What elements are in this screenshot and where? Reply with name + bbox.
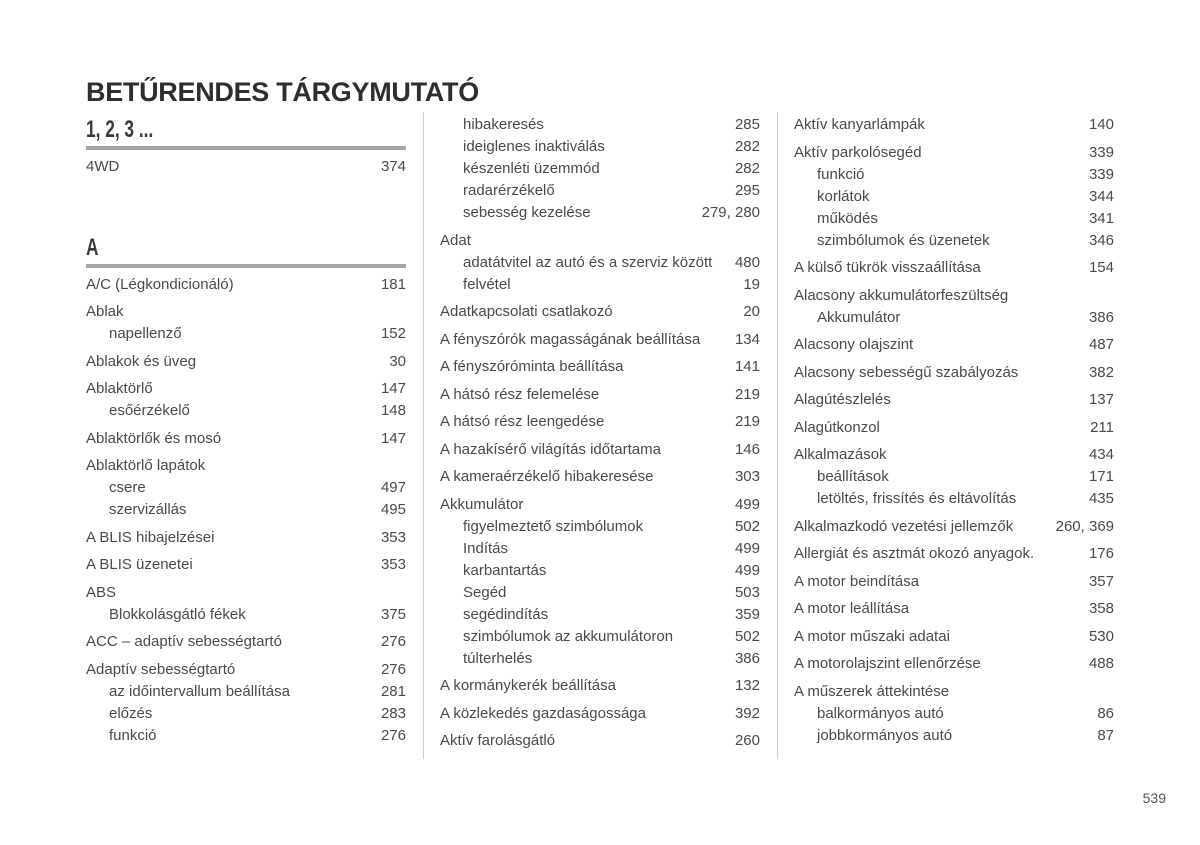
index-subentry: [440, 114, 760, 136]
entry-term: Aktív parkolósegéd: [794, 143, 922, 161]
entry-page: 276: [380, 660, 406, 678]
entry-term: Adatkapcsolati csatlakozó: [440, 303, 613, 320]
entry-term: Alacsony sebességű szabályozás: [794, 363, 1019, 381]
entry-page: 357: [1088, 572, 1114, 590]
entry-term: A fényszórók magasságának beállítása: [440, 330, 701, 348]
subentry-page: 281: [380, 682, 406, 700]
entry-term: Adaptív sebességtartó: [86, 660, 236, 678]
subentry-term: szervizállás: [109, 501, 187, 518]
subentry-page: 480: [734, 253, 760, 271]
entry-term: A hátsó rész leengedése: [440, 413, 605, 430]
subentry-page: 285: [734, 116, 760, 133]
entry-page: 147: [380, 429, 406, 447]
entry-term: A hátsó rész felemelése: [440, 385, 600, 403]
entry-term: 4WD: [86, 158, 120, 175]
column-divider: [423, 112, 424, 759]
entry-term: Akkumulátor: [440, 495, 524, 513]
index-subentry: [440, 648, 760, 670]
entry-page: 20: [743, 303, 760, 320]
entry-term: Ablaktörlő: [86, 380, 153, 397]
subentry-page: 341: [1088, 209, 1114, 227]
entry-page: 132: [734, 677, 760, 694]
index-entry-main: [794, 653, 1114, 675]
index-subentry: [440, 516, 760, 538]
index-entry-main: [86, 631, 406, 653]
index-subentry: [440, 560, 760, 582]
subentry-page: 386: [1088, 308, 1114, 326]
subentry-page: 499: [734, 539, 760, 557]
entry-term: Alkalmazások: [794, 446, 887, 463]
subentry-term: adatátvitel az autó és a szerviz között: [463, 253, 713, 271]
index-entry: [440, 356, 760, 378]
subentry-term: figyelmeztető szimbólumok: [463, 517, 644, 535]
section-header: A: [86, 233, 99, 261]
section-rule: [86, 146, 406, 150]
index-entry-main: [86, 274, 406, 296]
subentry-term: Indítás: [463, 539, 509, 557]
index-entry: [86, 428, 406, 450]
subentry-term: szimbólumok az akkumulátoron: [463, 627, 674, 645]
subentry-term: sebesség kezelése: [463, 204, 591, 221]
index-subentry: [794, 186, 1114, 208]
subentry-term: letöltés, frissítés és eltávolítás: [817, 490, 1017, 507]
index-subentry: [86, 703, 406, 725]
subentry-page: 279, 280: [701, 204, 760, 221]
index-entry-main: [794, 571, 1114, 593]
index-entry: [86, 659, 406, 747]
entry-page: 146: [734, 440, 760, 458]
index-entry: [794, 417, 1114, 439]
entry-term: ABS: [86, 583, 117, 601]
subentry-page: 497: [380, 479, 406, 496]
entry-term: A külső tükrök visszaállítása: [794, 259, 981, 276]
index-entry: [794, 142, 1114, 252]
index-entry: [86, 582, 406, 626]
index-entry-main: [86, 351, 406, 373]
index-entry: [86, 301, 406, 345]
subentry-term: korlátok: [817, 187, 870, 205]
entry-page: 353: [380, 528, 406, 546]
subentry-page: 87: [1097, 726, 1114, 744]
section-gap: [86, 184, 406, 232]
index-entry-main: [794, 362, 1114, 384]
subentry-term: funkció: [817, 165, 865, 183]
subentry-term: készenléti üzemmód: [463, 160, 600, 177]
subentry-term: működés: [817, 209, 878, 227]
index-column-1: [86, 114, 406, 752]
index-entry: [794, 362, 1114, 384]
index-subentry: [440, 274, 760, 296]
index-entry-main: [86, 156, 406, 178]
subentry-page: 339: [1088, 165, 1114, 183]
subentry-page: 346: [1088, 231, 1114, 249]
index-subentry: [794, 230, 1114, 252]
index-entry: [86, 631, 406, 653]
subentry-term: felvétel: [463, 275, 511, 293]
subentry-term: szimbólumok és üzenetek: [817, 231, 990, 249]
entry-term: Alkalmazkodó vezetési jellemzők: [794, 517, 1014, 535]
index-entry: [86, 455, 406, 521]
entry-page: 339: [1088, 143, 1114, 161]
index-subentry: [794, 164, 1114, 186]
index-entry: [86, 527, 406, 549]
index-subentry: [86, 604, 406, 626]
subentry-page: 19: [743, 275, 760, 293]
entry-page: 176: [1088, 545, 1114, 562]
index-entry-main: [440, 439, 760, 461]
subentry-term: karbantartás: [463, 561, 547, 579]
entry-term: A motor műszaki adatai: [794, 627, 950, 645]
index-entry: [440, 230, 760, 296]
index-subentry: [440, 252, 760, 274]
entry-term: A/C (Légkondicionáló): [86, 275, 234, 293]
entry-term: Allergiát és asztmát okozó anyagok.: [794, 545, 1035, 562]
subentry-page: 283: [380, 704, 406, 722]
entry-term: Alacsony olajszint: [794, 336, 914, 353]
subentry-page: 344: [1088, 187, 1114, 205]
index-subentry: [86, 681, 406, 703]
subentry-page: 435: [1088, 490, 1114, 507]
entry-page: 134: [734, 330, 760, 348]
subentry-term: az időintervallum beállítása: [109, 682, 290, 700]
index-entry: [440, 675, 760, 697]
index-subentry: [86, 400, 406, 422]
subentry-page: 359: [734, 605, 760, 623]
index-entry: [86, 378, 406, 422]
entry-page: 392: [734, 704, 760, 722]
subentry-term: Segéd: [463, 583, 507, 601]
subentry-term: napellenző: [109, 325, 182, 342]
entry-term: A kormánykerék beállítása: [440, 677, 616, 694]
index-column-3: [794, 114, 1114, 752]
entry-term: A közlekedés gazdaságossága: [440, 704, 646, 722]
entry-page: 488: [1088, 655, 1114, 672]
index-entry: [440, 494, 760, 670]
entry-page: 353: [380, 556, 406, 573]
index-entry-main: [440, 384, 760, 406]
entry-page: 141: [734, 358, 760, 375]
index-subentry: [794, 703, 1114, 725]
subentry-page: 276: [380, 726, 406, 744]
entry-page: 487: [1088, 336, 1114, 353]
entry-page: 303: [734, 468, 760, 485]
entry-page: 147: [380, 380, 406, 397]
entry-page: 374: [380, 158, 406, 175]
index-entry-main: [440, 675, 760, 697]
subentry-page: 86: [1097, 704, 1114, 722]
subentry-term: funkció: [109, 726, 157, 744]
entry-page: 219: [734, 385, 760, 403]
index-entry-main: [794, 417, 1114, 439]
index-subentry: [440, 158, 760, 180]
index-entry: [794, 681, 1114, 747]
entry-term: Aktív farolásgátló: [440, 732, 556, 749]
entry-term: A kameraérzékelő hibakeresése: [440, 468, 654, 485]
entry-term: Ablaktörlők és mosó: [86, 429, 222, 447]
entry-page: 434: [1088, 446, 1114, 463]
index-entry: [86, 156, 406, 178]
index-entry: [794, 571, 1114, 593]
index-entry-main: [86, 582, 406, 604]
index-entry-main: [794, 543, 1114, 565]
index-subentry: [86, 499, 406, 521]
index-entry: [794, 334, 1114, 356]
subentry-term: esőérzékelő: [109, 402, 190, 419]
index-entry-main: [794, 389, 1114, 411]
entry-term: A hazakísérő világítás időtartama: [440, 440, 661, 458]
index-subentry: [794, 466, 1114, 488]
index-entry-main: [86, 455, 406, 477]
subentry-page: 282: [734, 160, 760, 177]
index-subentry: [794, 307, 1114, 329]
entry-page: 137: [1088, 391, 1114, 408]
index-entry-main: [86, 554, 406, 576]
index-entry-main: [794, 334, 1114, 356]
entry-term: Ablak: [86, 303, 124, 320]
index-entry-main: [440, 356, 760, 378]
index-entry: [440, 466, 760, 488]
entry-page: 260, 369: [1055, 517, 1114, 535]
index-subentry: [440, 538, 760, 560]
index-entry-main: [794, 681, 1114, 703]
entry-page: 276: [380, 633, 406, 650]
index-subentry: [440, 604, 760, 626]
index-entry: [794, 114, 1114, 136]
entry-term: A BLIS üzenetei: [86, 556, 193, 573]
index-entry: [794, 444, 1114, 510]
subentry-term: ideiglenes inaktiválás: [463, 138, 605, 155]
index-subentry: [794, 488, 1114, 510]
entry-page: 530: [1088, 627, 1114, 645]
subentry-term: előzés: [109, 704, 153, 722]
subentry-page: 375: [380, 605, 406, 623]
index-subentry: [86, 323, 406, 345]
entry-page: 211: [1090, 418, 1114, 436]
page-number: 539: [1142, 790, 1166, 806]
subentry-term: radarérzékelő: [463, 182, 555, 199]
index-entry-main: [794, 598, 1114, 620]
entry-term: ACC – adaptív sebességtartó: [86, 633, 282, 650]
index-entry-main: [794, 626, 1114, 648]
index-entry: [440, 384, 760, 406]
index-entry: [440, 301, 760, 323]
index-entry: [794, 285, 1114, 329]
entry-term: Aktív kanyarlámpák: [794, 116, 925, 133]
index-entry-main: [440, 703, 760, 725]
entry-term: A motor leállítása: [794, 600, 910, 617]
index-subentry: [86, 725, 406, 747]
page-title: BETŰRENDES TÁRGYMUTATÓ: [86, 77, 479, 107]
index-entry: [440, 411, 760, 433]
subentry-page: 148: [380, 402, 406, 419]
index-subentry: [794, 208, 1114, 230]
index-entry-main: [794, 444, 1114, 466]
index-entry-main: [440, 466, 760, 488]
subentry-page: 152: [380, 325, 406, 342]
index-entry: [794, 257, 1114, 279]
index-entry-main: [440, 494, 760, 516]
index-entry-main: [794, 257, 1114, 279]
entry-page: 154: [1088, 259, 1114, 276]
index-entry: [440, 114, 760, 224]
index-entry-main: [86, 527, 406, 549]
index-entry: [794, 389, 1114, 411]
index-entry-main: [86, 301, 406, 323]
entry-page: 219: [734, 413, 760, 430]
index-entry: [794, 626, 1114, 648]
index-entry-main: [86, 428, 406, 450]
index-entry: [440, 329, 760, 351]
index-entry: [794, 516, 1114, 538]
index-entry-main: [794, 142, 1114, 164]
entry-page: 140: [1088, 116, 1114, 133]
index-entry: [86, 554, 406, 576]
index-entry: [440, 703, 760, 725]
entry-term: A BLIS hibajelzései: [86, 528, 215, 546]
index-entry: [440, 439, 760, 461]
subentry-page: 282: [734, 138, 760, 155]
entry-term: A motorolajszint ellenőrzése: [794, 655, 981, 672]
column-divider: [777, 112, 778, 759]
entry-term: A fényszóróminta beállítása: [440, 358, 624, 375]
entry-page: 499: [734, 495, 760, 513]
subentry-term: jobbkormányos autó: [817, 726, 953, 744]
index-subentry: [440, 202, 760, 224]
index-column-2: [440, 114, 760, 758]
entry-term: A motor beindítása: [794, 572, 920, 590]
subentry-page: 171: [1088, 468, 1114, 485]
index-subentry: [440, 136, 760, 158]
subentry-page: 503: [734, 583, 760, 601]
subentry-page: 295: [734, 182, 760, 199]
index-entry-main: [794, 285, 1114, 307]
index-entry: [86, 274, 406, 296]
entry-term: Ablaktörlő lapátok: [86, 457, 206, 474]
entry-page: 181: [380, 275, 406, 293]
index-subentry: [440, 582, 760, 604]
index-entry-main: [794, 516, 1114, 538]
entry-term: Alagútészlelés: [794, 391, 891, 408]
entry-term: Alagútkonzol: [794, 418, 880, 436]
index-subentry: [440, 626, 760, 648]
subentry-term: túlterhelés: [463, 649, 533, 667]
subentry-term: beállítások: [817, 468, 889, 485]
index-entry-main: [440, 230, 760, 252]
entry-page: 30: [389, 352, 406, 370]
index-entry-main: [440, 329, 760, 351]
entry-term: Adat: [440, 231, 471, 249]
index-entry-main: [440, 301, 760, 323]
index-entry-main: [440, 730, 760, 752]
subentry-page: 502: [734, 517, 760, 535]
section-header: 1, 2, 3 ...: [86, 116, 154, 143]
index-entry-main: [86, 378, 406, 400]
index-entry: [794, 543, 1114, 565]
subentry-term: Akkumulátor: [817, 308, 901, 326]
index-subentry: [86, 477, 406, 499]
entry-term: A műszerek áttekintése: [794, 682, 950, 700]
entry-term: Alacsony akkumulátorfeszültség: [794, 286, 1009, 304]
subentry-page: 502: [734, 627, 760, 645]
index-entry: [794, 653, 1114, 675]
subentry-page: 495: [380, 501, 406, 518]
entry-page: 358: [1088, 600, 1114, 617]
index-subentry: [440, 180, 760, 202]
entry-term: Ablakok és üveg: [86, 352, 197, 370]
index-entry: [86, 351, 406, 373]
index-entry: [440, 730, 760, 752]
index-entry-main: [86, 659, 406, 681]
index-entry-main: [794, 114, 1114, 136]
index-subentry: [794, 725, 1114, 747]
subentry-term: balkormányos autó: [817, 704, 944, 722]
subentry-page: 386: [734, 649, 760, 667]
subentry-term: csere: [109, 479, 146, 496]
subentry-term: hibakeresés: [463, 116, 544, 133]
entry-page: 260: [734, 732, 760, 749]
subentry-page: 499: [734, 561, 760, 579]
section-rule: [86, 264, 406, 268]
subentry-term: Blokkolásgátló fékek: [109, 605, 246, 623]
index-entry: [794, 598, 1114, 620]
index-entry-main: [440, 411, 760, 433]
subentry-term: segédindítás: [463, 605, 549, 623]
entry-page: 382: [1088, 363, 1114, 381]
